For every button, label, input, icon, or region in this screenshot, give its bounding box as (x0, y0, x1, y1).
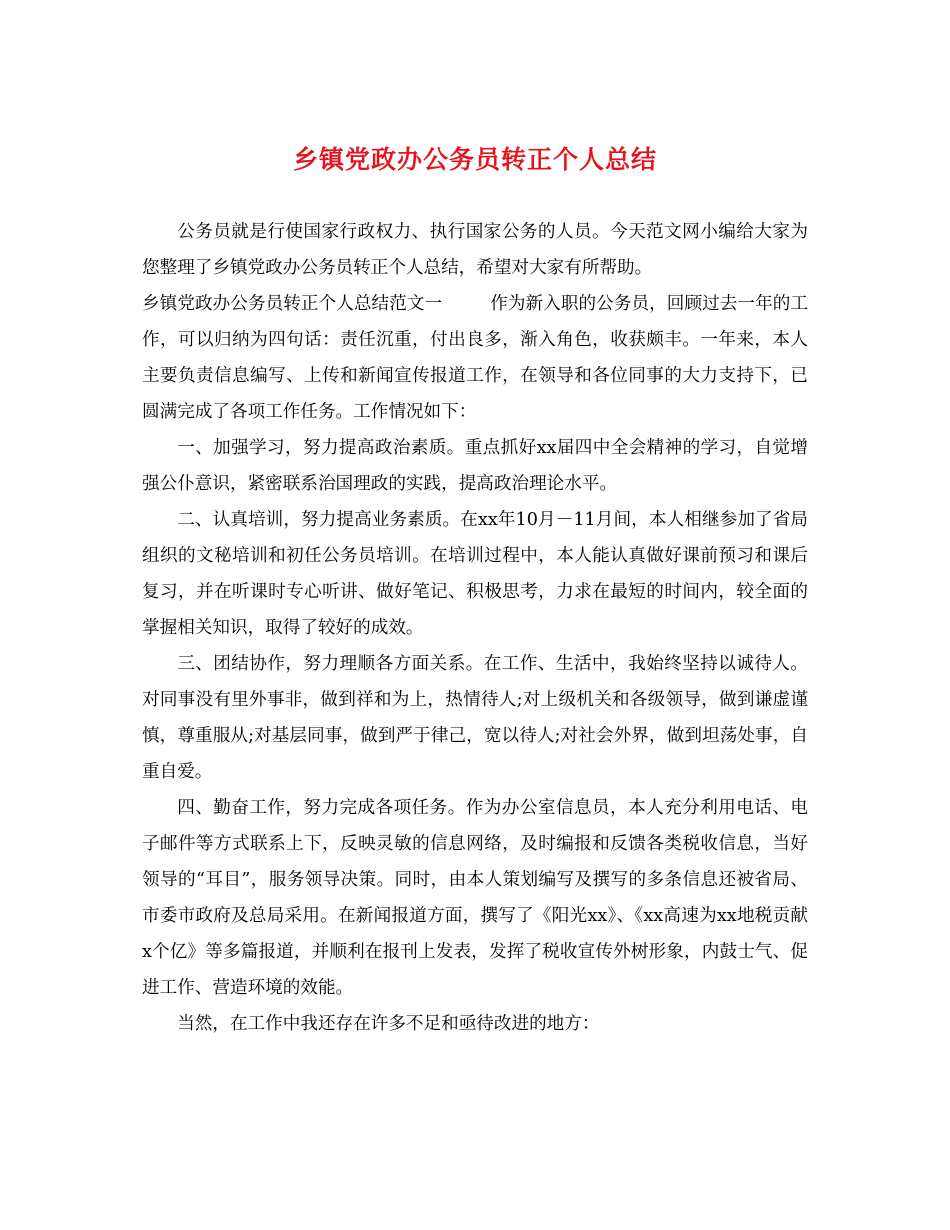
document-body (142, 214, 808, 1042)
paragraph-training: 二、认真培训，努力提高业务素质。在xx年10月－11月间，本人相继参加了省局组织的文秘培训和初任公务员培训。在培训过程中，本人能认真做好课前预习和课后复习，并在听课时专心听讲、做好笔记、积极思考，力求在最短的时间内，较全面的掌握相关知识，取得了较好的成效。 (142, 510, 808, 638)
section-opening: 作为新入职的公务员，回顾过去一年的工作，可以归纳为四句话：责任沉重，付出良多，渐入角色，收获颇丰。一年来，本人主要负责信息编写、上传和新闻宣传报道工作，在领导和各位同事的大力支持下，已圆满完成了各项工作任务。工作情况如下： (142, 294, 808, 422)
section-heading: 乡镇党政办公务员转正个人总结范文一 (142, 294, 443, 314)
paragraph-shortcomings: 当然，在工作中我还存在许多不足和亟待改进的地方： (177, 1014, 600, 1034)
paragraph-cooperation: 三、团结协作，努力理顺各方面关系。在工作、生活中，我始终坚持以诚待人。对同事没有里外事非，做到祥和为上，热情待人;对上级机关和各级领导，做到谦虚谨慎，尊重服从;对基层同事，做到严于律己，宽以待人;对社会外界，做到坦荡处事，自重自爱。 (142, 654, 808, 782)
document-title: 乡镇党政办公务员转正个人总结 (292, 145, 657, 174)
intro-paragraph: 公务员就是行使国家行政权力、执行国家公务的人员。今天范文网小编给大家为您整理了乡镇党政办公务员转正个人总结，希望对大家有所帮助。 (142, 222, 808, 278)
section-paragraph (142, 286, 808, 430)
paragraph-work: 四、勤奋工作，努力完成各项任务。作为办公室信息员，本人充分利用电话、电子邮件等方式联系上下，反映灵敏的信息网络，及时编报和反馈各类税收信息，当好领导的“耳目”，服务领导决策。同时，由本人策划编写及撰写的多条信息还被省局、市委市政府及总局采用。在新闻报道方面，撰写了《阳光xx》、《xx高速为xx地税贡献x个亿》等多篇报道，并顺利在报刊上发表，发挥了税收宣传外树形象，内鼓士气、促进工作、营造环境的效能。 (142, 798, 808, 998)
paragraph-study: 一、加强学习，努力提高政治素质。重点抓好xx届四中全会精神的学习，自觉增强公仆意识，紧密联系治国理政的实践，提高政治理论水平。 (142, 438, 808, 494)
